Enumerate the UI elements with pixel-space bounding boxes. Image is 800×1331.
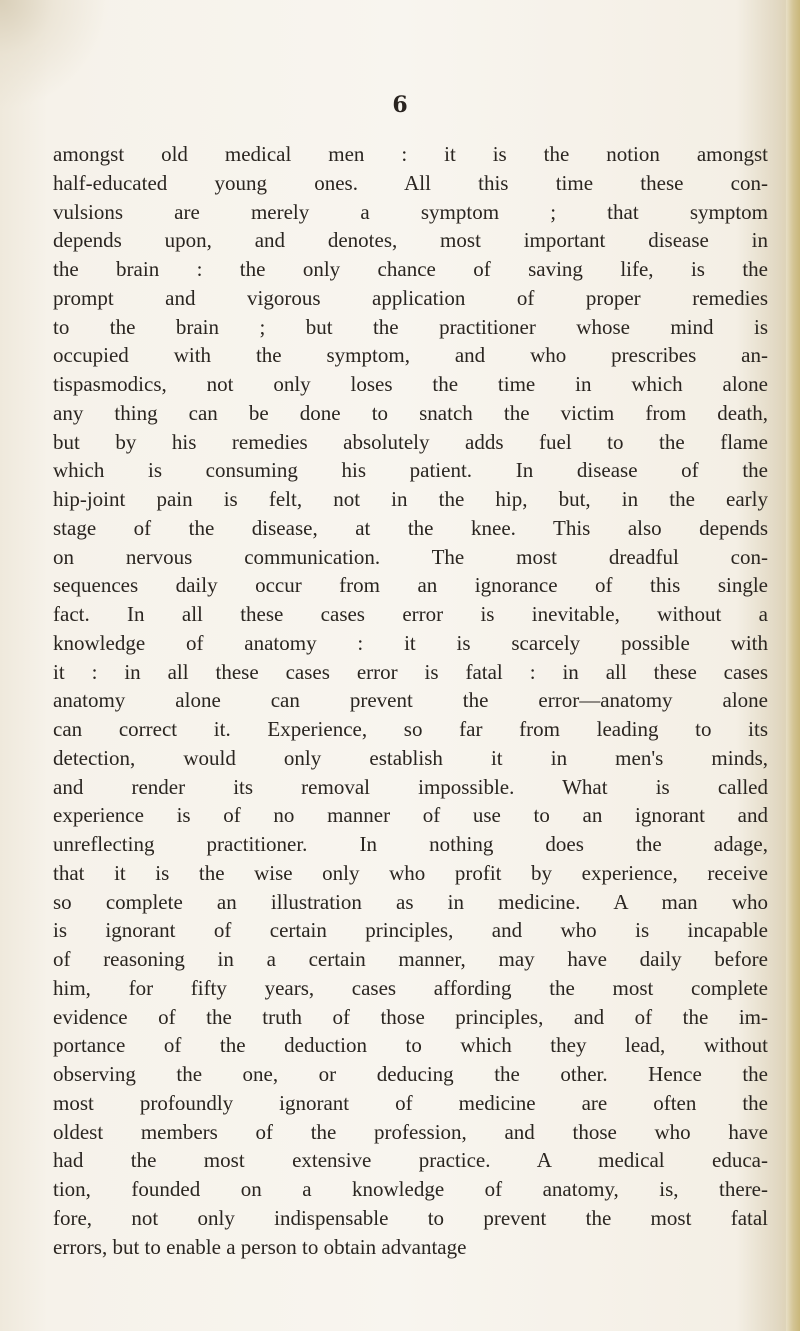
text-line: depends upon, and denotes, most important disease in xyxy=(53,228,768,253)
text-line: hip-joint pain is felt, not in the hip, but, in the early xyxy=(53,487,768,511)
text-line: can correct it. Experience, so far from leading to its xyxy=(53,717,768,741)
text-line: vulsions are merely a symptom ; that symptom xyxy=(53,199,768,224)
text-line: but by his remedies absolutely adds fuel to the flame xyxy=(53,429,768,454)
page-number: 6 xyxy=(392,92,408,118)
text-line: most profoundly ignorant of medicine are often the xyxy=(53,1090,768,1115)
text-line: and render its removal impossible. What is called xyxy=(53,774,768,799)
text-line: fact. In all these cases error is inevitable, without a xyxy=(53,602,768,626)
text-line: tispasmodics, not only loses the time in which alone xyxy=(53,372,768,396)
body-text xyxy=(53,140,768,1261)
text-line: the brain : the only chance of saving life, is the xyxy=(53,257,768,281)
text-line: knowledge of anatomy : it is scarcely possible with xyxy=(53,630,768,655)
text-line: of reasoning in a certain manner, may have daily before xyxy=(53,947,768,971)
text-line: on nervous communication. The most dreadful con- xyxy=(53,544,768,569)
text-line: tion, founded on a knowledge of anatomy, is, there- xyxy=(53,1177,768,1201)
text-line: half-educated young ones. All this time these con- xyxy=(53,170,768,195)
text-line: stage of the disease, at the knee. This also depends xyxy=(53,515,768,540)
text-line: errors, but to enable a person to obtain advantage xyxy=(53,1234,467,1259)
text-line: observing the one, or deducing the other. Hence the xyxy=(53,1062,768,1086)
text-line: is ignorant of certain principles, and who is incapable xyxy=(53,918,768,943)
text-line: amongst old medical men : it is the notion amongst xyxy=(53,142,768,166)
text-line: had the most extensive practice. A medical educa- xyxy=(53,1148,768,1173)
text-line: evidence of the truth of those principles, and of the im- xyxy=(53,1004,768,1029)
text-line: so complete an illustration as in medicine. A man who xyxy=(53,889,768,914)
text-line: to the brain ; but the practitioner whose mind is xyxy=(53,314,768,339)
text-line: sequences daily occur from an ignorance of this single xyxy=(53,573,768,598)
text-line: anatomy alone can prevent the error—anatomy alone xyxy=(53,688,768,713)
text-line: fore, not only indispensable to prevent the most fatal xyxy=(53,1205,768,1230)
text-line: any thing can be done to snatch the victim from death, xyxy=(53,400,768,425)
text-line: unreflecting practitioner. In nothing does the adage, xyxy=(53,832,768,856)
text-line: him, for fifty years, cases affording the most complete xyxy=(53,975,768,1000)
text-line: which is consuming his patient. In disease of the xyxy=(53,458,768,483)
page-edge xyxy=(786,0,800,1331)
text-line: oldest members of the profession, and those who have xyxy=(53,1119,768,1144)
text-line: experience is of no manner of use to an ignorant and xyxy=(53,803,768,828)
text-line: detection, would only establish it in men's minds, xyxy=(53,745,768,770)
text-line: it : in all these cases error is fatal : in all these cases xyxy=(53,659,768,684)
text-line: that it is the wise only who profit by experience, receive xyxy=(53,860,768,885)
text-line: occupied with the symptom, and who prescribes an- xyxy=(53,343,768,368)
text-line: portance of the deduction to which they lead, without xyxy=(53,1033,768,1058)
text-line: prompt and vigorous application of proper remedies xyxy=(53,285,768,310)
paper-stain xyxy=(0,0,110,110)
